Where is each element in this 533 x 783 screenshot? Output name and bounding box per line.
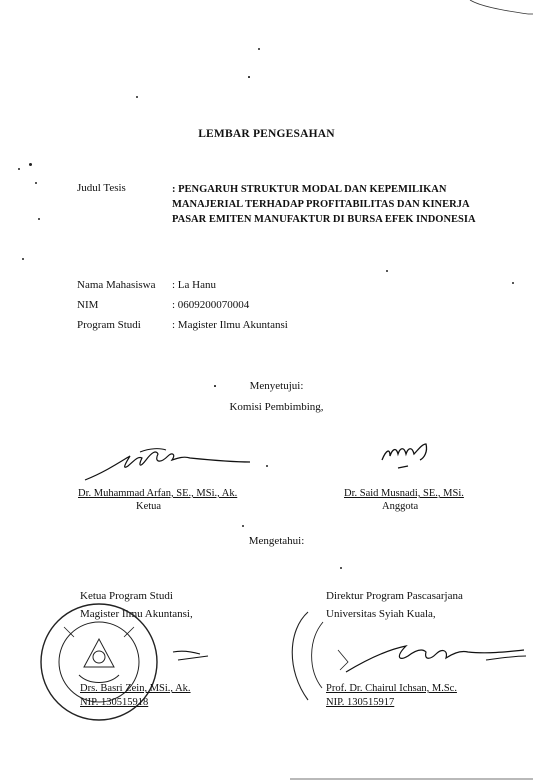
ketua-name: Dr. Muhammad Arfan, SE., MSi., Ak. [78,488,238,499]
judul-label: Judul Tesis [77,182,126,194]
scan-speck [340,567,342,569]
anggota-name: Dr. Said Musnadi, SE., MSi. [344,488,464,499]
nama-label: Nama Mahasiswa [77,279,156,291]
nim-label: NIM [77,299,99,311]
dir-name: Prof. Dr. Chairul Ichsan, M.Sc. [326,683,457,694]
dir-title-line1: Direktur Program Pascasarjana [326,590,463,602]
ketua-role: Ketua [136,501,162,512]
scan-speck [22,258,24,260]
kps-nip: NIP. 130515918 [80,697,149,708]
scan-speck [258,48,260,50]
scan-speck [242,525,244,527]
scan-speck [386,270,388,272]
nama-value: : La Hanu [172,279,216,291]
scan-speck [18,168,20,170]
scan-speck [512,282,514,284]
scan-speck [248,76,250,78]
menyetujui-label: Menyetujui: [249,380,304,392]
kps-title-line2: Magister Ilmu Akuntansi, [80,608,193,620]
scan-speck [35,182,37,184]
signature-anggota [378,438,438,488]
judul-value: : PENGARUH STRUKTUR MODAL DAN KEPEMILIKAN MANAJERIAL TERHADAP PROFITABILITAS DAN KINERJA PASAR EMITEN MANUFAKTUR DI BURSA EFEK INDONESIA [172,184,476,225]
mengetahui-label: Mengetahui: [248,535,305,547]
prodi-value: : Magister Ilmu Akuntansi [172,319,288,331]
signature-direktur [336,630,533,690]
dir-title-line2: Universitas Syiah Kuala, [326,608,436,620]
signature-ketua [80,442,280,492]
prodi-label: Program Studi [77,319,141,331]
komisi-label: Komisi Pembimbing, [229,401,324,413]
signature-kps [168,640,248,670]
kps-title-line1: Ketua Program Studi [80,590,173,602]
scan-speck [136,96,138,98]
anggota-role: Anggota [382,501,419,512]
scan-speck [29,163,32,166]
dir-nip: NIP. 130515917 [326,697,395,708]
kps-name: Drs. Basri Zein, MSi., Ak. [80,683,191,694]
page-title: LEMBAR PENGESAHAN [198,128,335,140]
nim-value: : 0609200070004 [172,299,250,311]
scan-speck [38,218,40,220]
